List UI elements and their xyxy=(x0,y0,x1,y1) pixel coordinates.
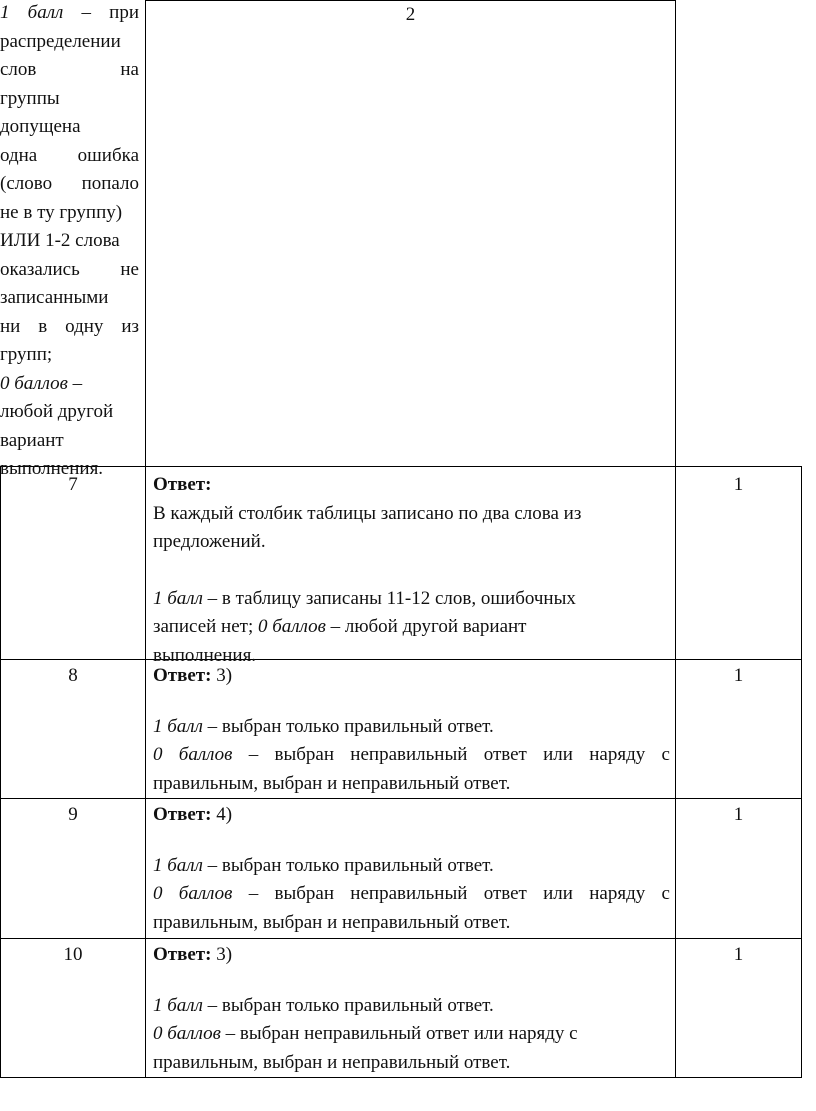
criteria-line: слов на xyxy=(0,59,139,80)
grid-col-line-mid xyxy=(675,0,676,1078)
answer-text-line: предложений. xyxy=(153,531,266,552)
criteria-one-point: 1 балл – в таблицу записаны 11-12 слов, ошибочных xyxy=(153,587,576,609)
criteria-line: допущена xyxy=(0,116,81,137)
grid-row-line-5 xyxy=(0,1077,802,1078)
grid-row-line-4 xyxy=(0,938,802,939)
answer-cell xyxy=(153,801,670,937)
answer-cell xyxy=(153,662,670,798)
answer-label-line: Ответ: 4) xyxy=(153,804,233,825)
criteria-line: групп; xyxy=(0,344,53,365)
criteria-one-point: 1 балл – выбран только правильный ответ. xyxy=(153,854,494,876)
criteria-line: 0 баллов – xyxy=(0,372,83,394)
grid-col-line-right xyxy=(801,466,802,1078)
criteria-line: ИЛИ 1-2 слова xyxy=(0,230,120,251)
points-value: 1 xyxy=(733,474,744,495)
answer-cell xyxy=(153,941,670,1077)
criteria-line: ни в одну из xyxy=(0,315,139,337)
criteria-line: выполнения. xyxy=(0,458,104,479)
criteria-zero-points: записей нет; 0 баллов – любой другой вариант xyxy=(153,616,527,637)
criteria-line: любой другой xyxy=(0,401,114,422)
task-number: 10 xyxy=(63,944,83,965)
task-number: 7 xyxy=(68,474,78,495)
criteria-tail: правильным, выбран и неправильный ответ. xyxy=(153,772,511,794)
answer-label-line: Ответ: 3) xyxy=(153,665,233,686)
points-value: 1 xyxy=(733,944,744,965)
criteria-line: 1 балл – при xyxy=(0,2,140,23)
criteria-one-point: 1 балл – выбран только правильный ответ. xyxy=(153,715,494,737)
points-value: 1 xyxy=(733,665,744,686)
points-value: 1 xyxy=(733,804,744,825)
criteria-tail: правильным, выбран и неправильный ответ. xyxy=(153,911,511,933)
answer-label-line: Ответ: xyxy=(153,474,212,495)
criteria-line: оказались не xyxy=(0,258,139,280)
criteria-zero-points: 0 баллов – выбран неправильный ответ или наряду с xyxy=(153,883,670,904)
criteria-one-point: 1 балл – выбран только правильный ответ. xyxy=(153,994,494,1016)
answer-text-line: В каждый столбик таблицы записано по два слова из xyxy=(153,502,582,524)
grid-col-line-left xyxy=(145,0,146,1078)
points-cell-top: 2 xyxy=(405,4,416,25)
grid-col-line-outer-left xyxy=(0,466,1,1078)
criteria-line: (слово попало xyxy=(0,173,139,194)
answer-label-line: Ответ: 3) xyxy=(153,944,233,965)
answer-cell xyxy=(153,471,668,670)
criteria-line: одна ошибка xyxy=(0,144,139,166)
criteria-zero-points: 0 баллов – выбран неправильный ответ или наряду с xyxy=(153,744,670,765)
grid-row-line-3 xyxy=(0,798,802,799)
criteria-line: распределении xyxy=(0,30,121,52)
task-number: 9 xyxy=(68,804,78,825)
criteria-line: вариант xyxy=(0,429,64,451)
criteria-line: записанными xyxy=(0,287,109,308)
criteria-cell-top xyxy=(0,0,139,484)
criteria-zero-points: 0 баллов – выбран неправильный ответ или наряду с xyxy=(153,1023,578,1044)
criteria-line: группы xyxy=(0,87,60,109)
task-number: 8 xyxy=(68,665,78,686)
criteria-tail: правильным, выбран и неправильный ответ. xyxy=(153,1051,511,1073)
criteria-tail: выполнения. xyxy=(153,644,257,666)
criteria-line: не в ту группу) xyxy=(0,201,123,223)
